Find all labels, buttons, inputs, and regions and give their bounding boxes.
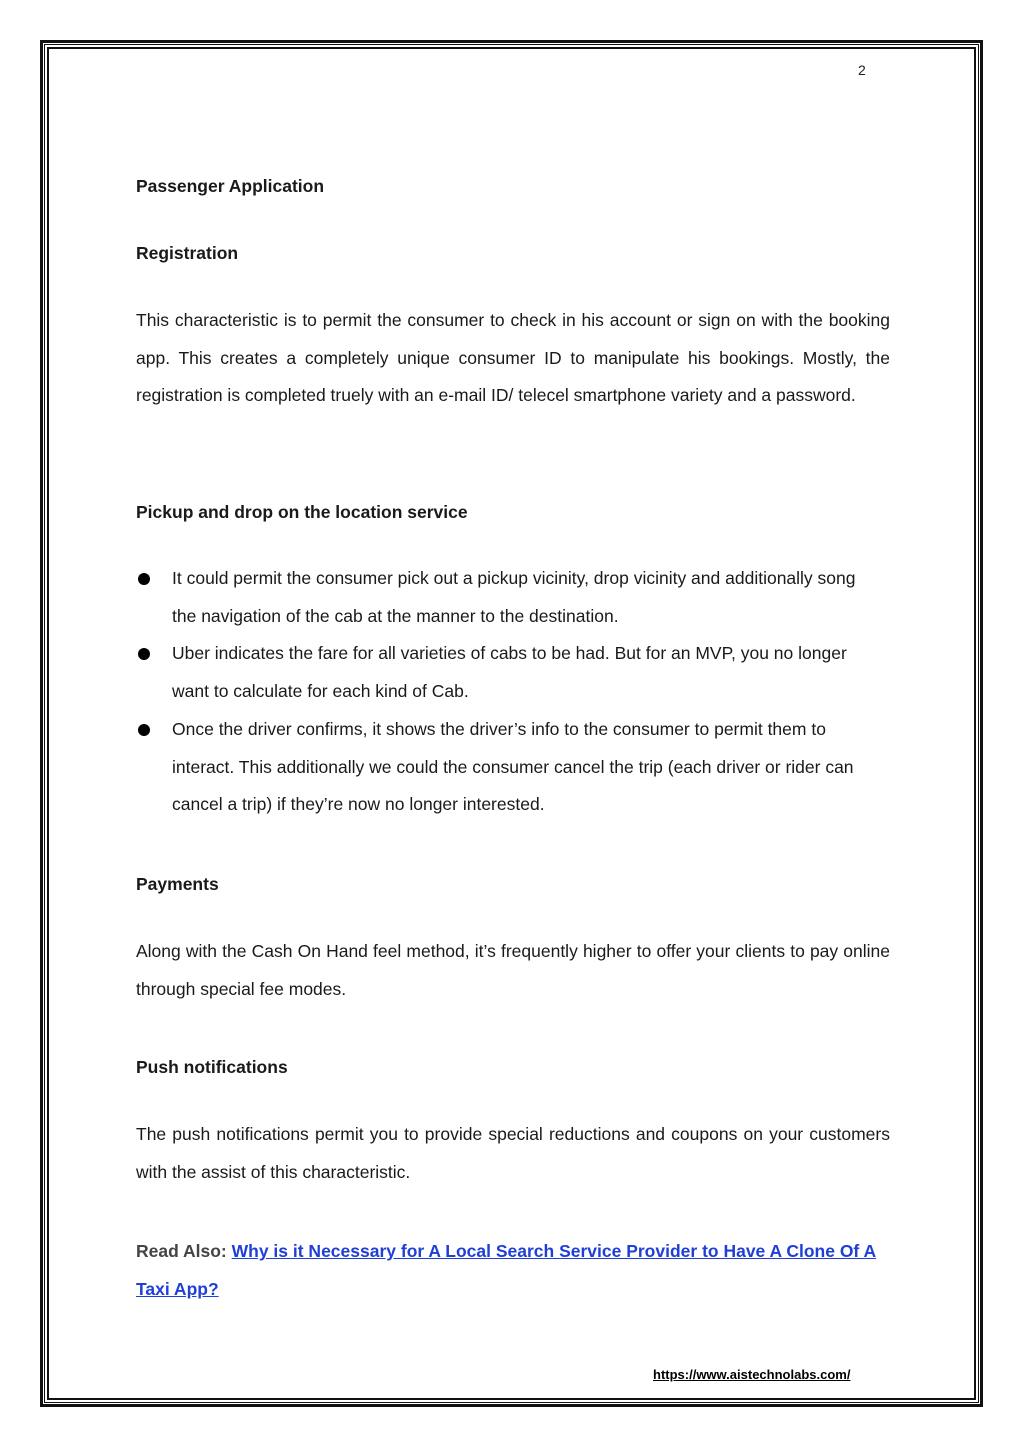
registration-paragraph: This characteristic is to permit the consumer to check in his account or sign on with the booking app. This creates a completely unique consumer ID to manipulate his bookings. Mostly, the registration is completed truely with an e-mail ID/ telecel smartphone variety and a password. <box>136 310 890 406</box>
bullet-icon <box>138 648 150 660</box>
read-also <box>136 1233 890 1308</box>
bullet-text: Uber indicates the fare for all varieties of cabs to be had. But for an MVP, you no longer want to calculate for each kind of Cab. <box>172 643 847 702</box>
pickup-bullet-list <box>136 560 890 824</box>
bullet-text: Once the driver confirms, it shows the driver’s info to the consumer to permit them to interact. This additionally we could the consumer cancel the trip (each driver or rider can cancel a trip) if they’re now no longer interested. <box>172 718 854 815</box>
bullet-icon <box>138 724 150 736</box>
list-item <box>136 711 882 824</box>
payments-paragraph: Along with the Cash On Hand feel method, it’s frequently higher to offer your clients to pay online through special fee modes. <box>136 941 890 999</box>
list-item <box>136 560 882 635</box>
section-heading-passenger-application: Passenger Application <box>136 176 325 196</box>
bullet-text: It could permit the consumer pick out a pickup vicinity, drop vicinity and additionally song the navigation of the cab at the manner to the destination. <box>172 568 856 626</box>
push-notifications-paragraph: The push notifications permit you to provide special reductions and coupons on your customers with the assist of this characteristic. <box>136 1124 890 1182</box>
page-number: 2 <box>858 62 866 78</box>
section-heading-registration: Registration <box>136 243 239 263</box>
bullet-icon <box>138 573 150 585</box>
section-heading-payments: Payments <box>136 874 219 894</box>
read-also-link[interactable]: Why is it Necessary for A Local Search Service Provider to Have A Clone Of A Taxi App? <box>136 1241 877 1299</box>
section-heading-push-notifications: Push notifications <box>136 1057 288 1077</box>
read-also-label: Read Also: <box>136 1241 232 1261</box>
section-heading-pickup: Pickup and drop on the location service <box>136 502 468 522</box>
list-item <box>136 635 882 710</box>
footer-website-link[interactable]: https://www.aistechnolabs.com/ <box>653 1367 851 1382</box>
